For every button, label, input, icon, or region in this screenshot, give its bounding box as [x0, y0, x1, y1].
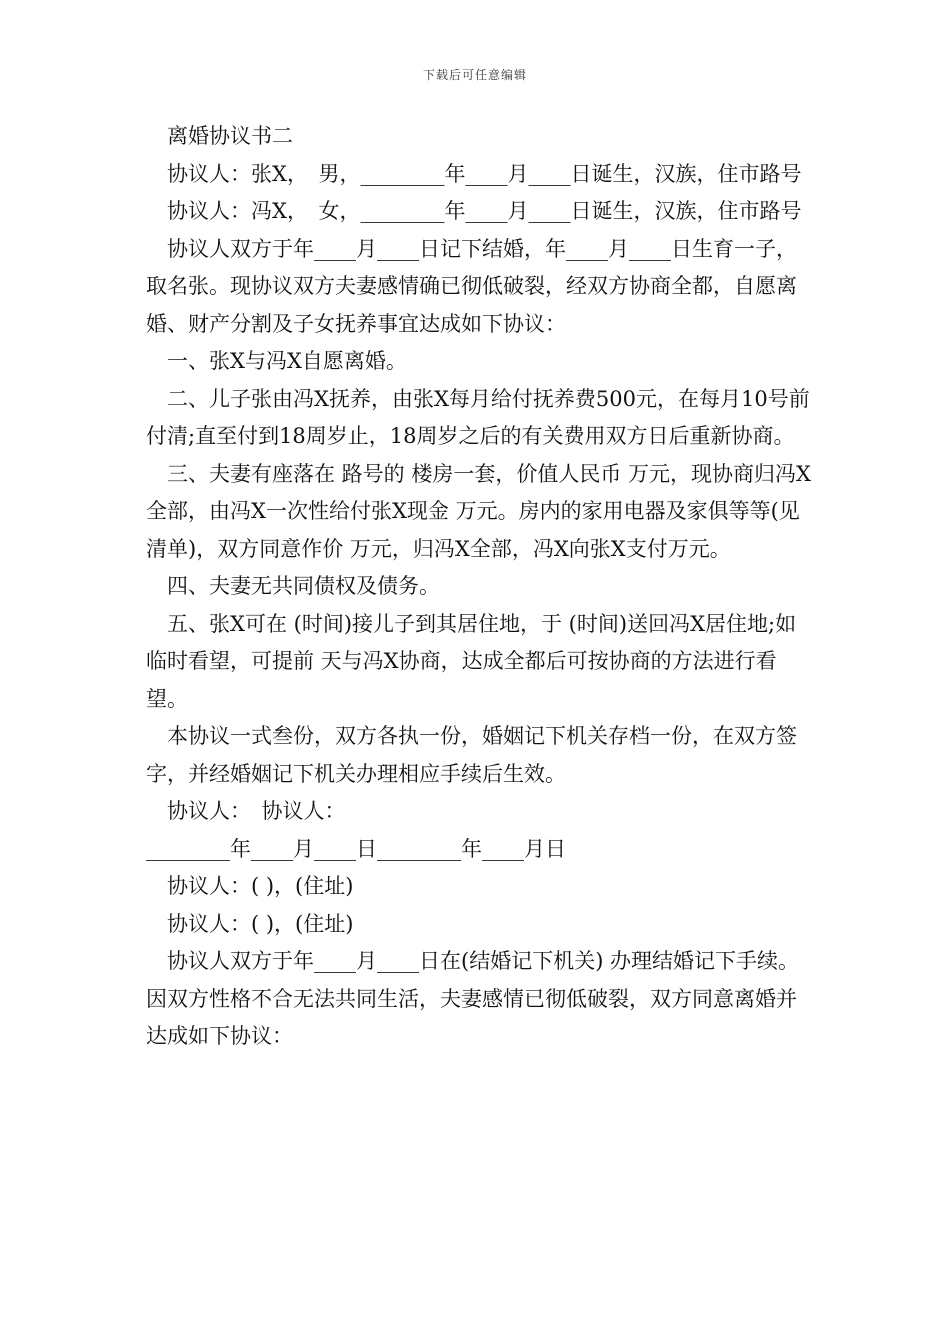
- clause-two: 二、儿子张由冯X抚养，由张X每月给付抚养费500元，在每月10号前付清;直至付到18周岁止，18周岁之后的有关费用双方日后重新协商。: [146, 386, 810, 448]
- clause-five: 五、张X可在 (时间)接儿子到其居住地，于 (时间)送回冯X居住地;如临时看望，可提前 天与冯X协商，达成全都后可按协商的方法进行看望。: [146, 611, 797, 711]
- party-two-info: 协议人：冯X， 女，________年____月____日诞生，汉族，住市路号: [146, 199, 802, 223]
- clause-one: 一、张X与冯X自愿离婚。: [146, 349, 407, 373]
- party-address-one: 协议人：( )，(住址): [146, 874, 354, 898]
- signature-labels: 协议人： 协议人：: [146, 799, 346, 823]
- clause-four: 四、夫妻无共同债权及债务。: [146, 574, 440, 598]
- page-header-note: 下载后可任意编辑: [422, 68, 527, 82]
- party-one-info: 协议人：张X， 男，________年____月____日诞生，汉族，住市路号: [146, 161, 802, 186]
- signature-dates: ________年____月____日________年____月日: [146, 836, 566, 861]
- copies-clause: 本协议一式叁份，双方各执一份，婚姻记下机关存档一份，在双方签字，并经婚姻记下机关办理相应手续后生效。: [146, 724, 797, 786]
- document-title: 离婚协议书二: [146, 124, 293, 148]
- party-address-two: 协议人：( )，(住址): [146, 911, 354, 936]
- agreement-intro: 协议人双方于年____月____日记下结婚，年____月____日生育一子，取名张。现协议双方夫妻感情确已彻低破裂，经双方协商全都，自愿离婚、财产分割及子女抚养事宜达成如下协议：: [146, 236, 797, 336]
- second-agreement-intro: 协议人双方于年____月____日在(结婚记下机关) 办理结婚记下手续。因双方性格不合无法共同生活，夫妻感情已彻低破裂，双方同意离婚并达成如下协议：: [146, 949, 800, 1048]
- document-body: [146, 118, 812, 1056]
- clause-three: 三、夫妻有座落在 路号的 楼房一套，价值人民币 万元，现协商归冯X全部，由冯X一次性给付张X现金 万元。房内的家用电器及家俱等等(见清单)，双方同意作价 万元，归冯X全部，冯X向张X支付万元。: [146, 461, 811, 561]
